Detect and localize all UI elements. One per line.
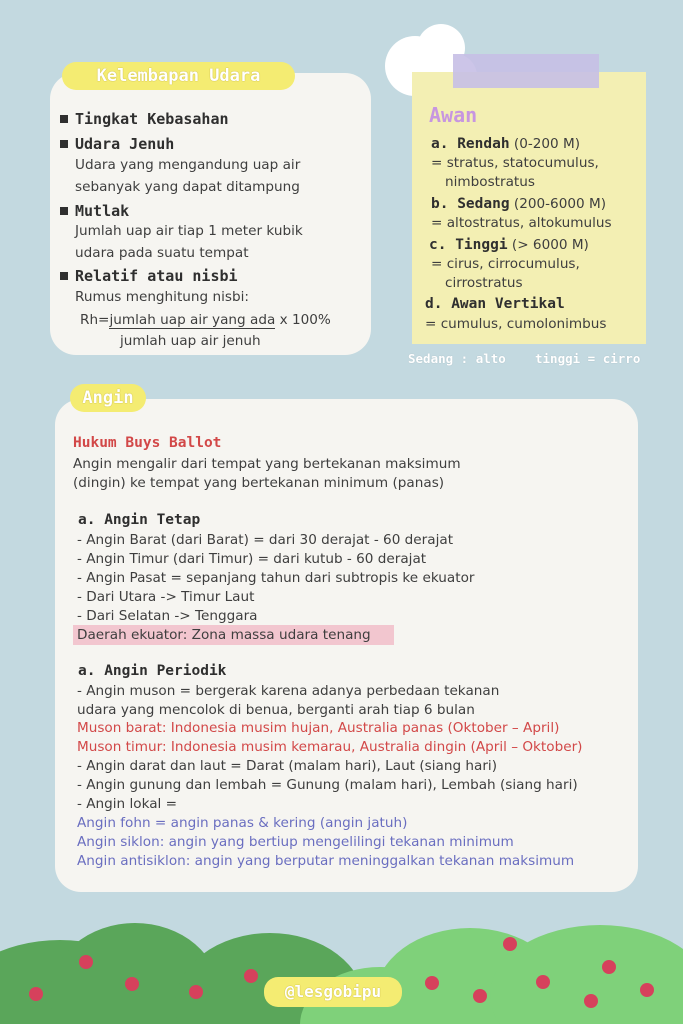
text-line: udara pada suatu tempat xyxy=(75,245,249,261)
awan-vertikal-label: d. Awan Vertikal xyxy=(425,296,565,312)
angin-antisiklon: Angin antisiklon: angin yang berputar meninggalkan tekanan maksimum xyxy=(77,853,575,869)
note-sedang: Sedang : alto xyxy=(408,351,506,366)
text-line: (dingin) ke tempat yang bertekanan minimum (panas) xyxy=(73,475,445,491)
heading-mutlak: Mutlak xyxy=(75,202,130,220)
text-line: Jumlah uap air tiap 1 meter kubik xyxy=(75,223,303,239)
text-line: - Angin lokal = xyxy=(77,796,178,812)
angin-siklon: Angin siklon: angin yang bertiup mengelilingi tekanan minimum xyxy=(77,834,514,850)
text-line: - Angin darat dan laut = Darat (malam hari), Laut (siang hari) xyxy=(77,758,498,774)
bullet-icon xyxy=(60,140,68,148)
heading-udara-jenuh: Udara Jenuh xyxy=(75,135,175,153)
text-line: = stratus, statocumulus, xyxy=(431,155,599,171)
awan-tinggi-range: (> 6000 M) xyxy=(507,237,589,253)
text-line: Rumus menghitung nisbi: xyxy=(75,289,249,305)
heading-relatif: Relatif atau nisbi xyxy=(75,267,238,285)
text-line: - Angin Timur (dari Timur) = dari kutub - 60 derajat xyxy=(77,551,427,567)
heading-tingkat: Tingkat Kebasahan xyxy=(75,110,229,128)
text-line: cirrostratus xyxy=(445,275,523,291)
text-line: sebanyak yang dapat ditampung xyxy=(75,179,300,195)
formula-denominator: jumlah uap air jenuh xyxy=(120,333,261,349)
awan-sedang-label: b. Sedang xyxy=(431,196,510,212)
text-line: - Dari Selatan -> Tenggara xyxy=(77,608,258,624)
text-line: udara yang mencolok di benua, berganti arah tiap 6 bulan xyxy=(77,702,475,718)
awan-tinggi xyxy=(429,237,589,253)
text-line: Angin mengalir dari tempat yang bertekanan maksimum xyxy=(73,456,461,472)
text-line: = altostratus, altokumulus xyxy=(431,215,612,231)
note-tinggi: tinggi = cirro xyxy=(535,351,641,366)
text-line: - Dari Utara -> Timur Laut xyxy=(77,589,255,605)
awan-rendah-label: a. Rendah xyxy=(431,136,510,152)
angin-title: Angin xyxy=(70,384,146,412)
formula-suffix: x 100% xyxy=(275,312,331,328)
text-line: Udara yang mengandung uap air xyxy=(75,157,301,173)
bullet-icon xyxy=(60,207,68,215)
bullet-icon xyxy=(60,272,68,280)
muson-timur: Muson timur: Indonesia musim kemarau, Australia dingin (April – Oktober) xyxy=(77,739,583,755)
awan-vertikal xyxy=(425,296,565,312)
periodik-title: a. Angin Periodik xyxy=(78,663,227,679)
angin-fohn: Angin fohn = angin panas & kering (angin jatuh) xyxy=(77,815,408,831)
buys-title: Hukum Buys Ballot xyxy=(73,435,222,451)
tetap-title: a. Angin Tetap xyxy=(78,512,201,528)
muson-barat: Muson barat: Indonesia musim hujan, Australia panas (Oktober – April) xyxy=(77,720,560,736)
text-line: nimbostratus xyxy=(445,174,535,190)
awan-sedang xyxy=(431,196,606,212)
text-line: - Angin Barat (dari Barat) = dari 30 derajat - 60 derajat xyxy=(77,532,454,548)
footer-handle: @lesgobipu xyxy=(264,977,402,1007)
text-line: - Angin muson = bergerak karena adanya perbedaan tekanan xyxy=(77,683,500,699)
formula-numerator: jumlah uap air yang ada xyxy=(109,312,276,328)
formula-numerator-line xyxy=(80,312,331,328)
text-line: - Angin gunung dan lembah = Gunung (malam hari), Lembah (siang hari) xyxy=(77,777,578,793)
awan-rendah-range: (0-200 M) xyxy=(509,136,581,152)
awan-rendah xyxy=(431,136,580,152)
awan-tinggi-label: c. Tinggi xyxy=(429,237,508,253)
formula-prefix: Rh= xyxy=(80,312,110,328)
tape xyxy=(453,54,599,88)
kelembapan-title: Kelembapan Udara xyxy=(62,62,295,90)
text-line: = cumulus, cumolonimbus xyxy=(425,316,607,332)
ekuator-highlight: Daerah ekuator: Zona massa udara tenang xyxy=(73,625,394,645)
awan-title: Awan xyxy=(429,103,478,127)
bullet-icon xyxy=(60,115,68,123)
text-line: = cirus, cirrocumulus, xyxy=(431,256,580,272)
awan-sedang-range: (200-6000 M) xyxy=(509,196,607,212)
text-line: - Angin Pasat = sepanjang tahun dari subtropis ke ekuator xyxy=(77,570,475,586)
